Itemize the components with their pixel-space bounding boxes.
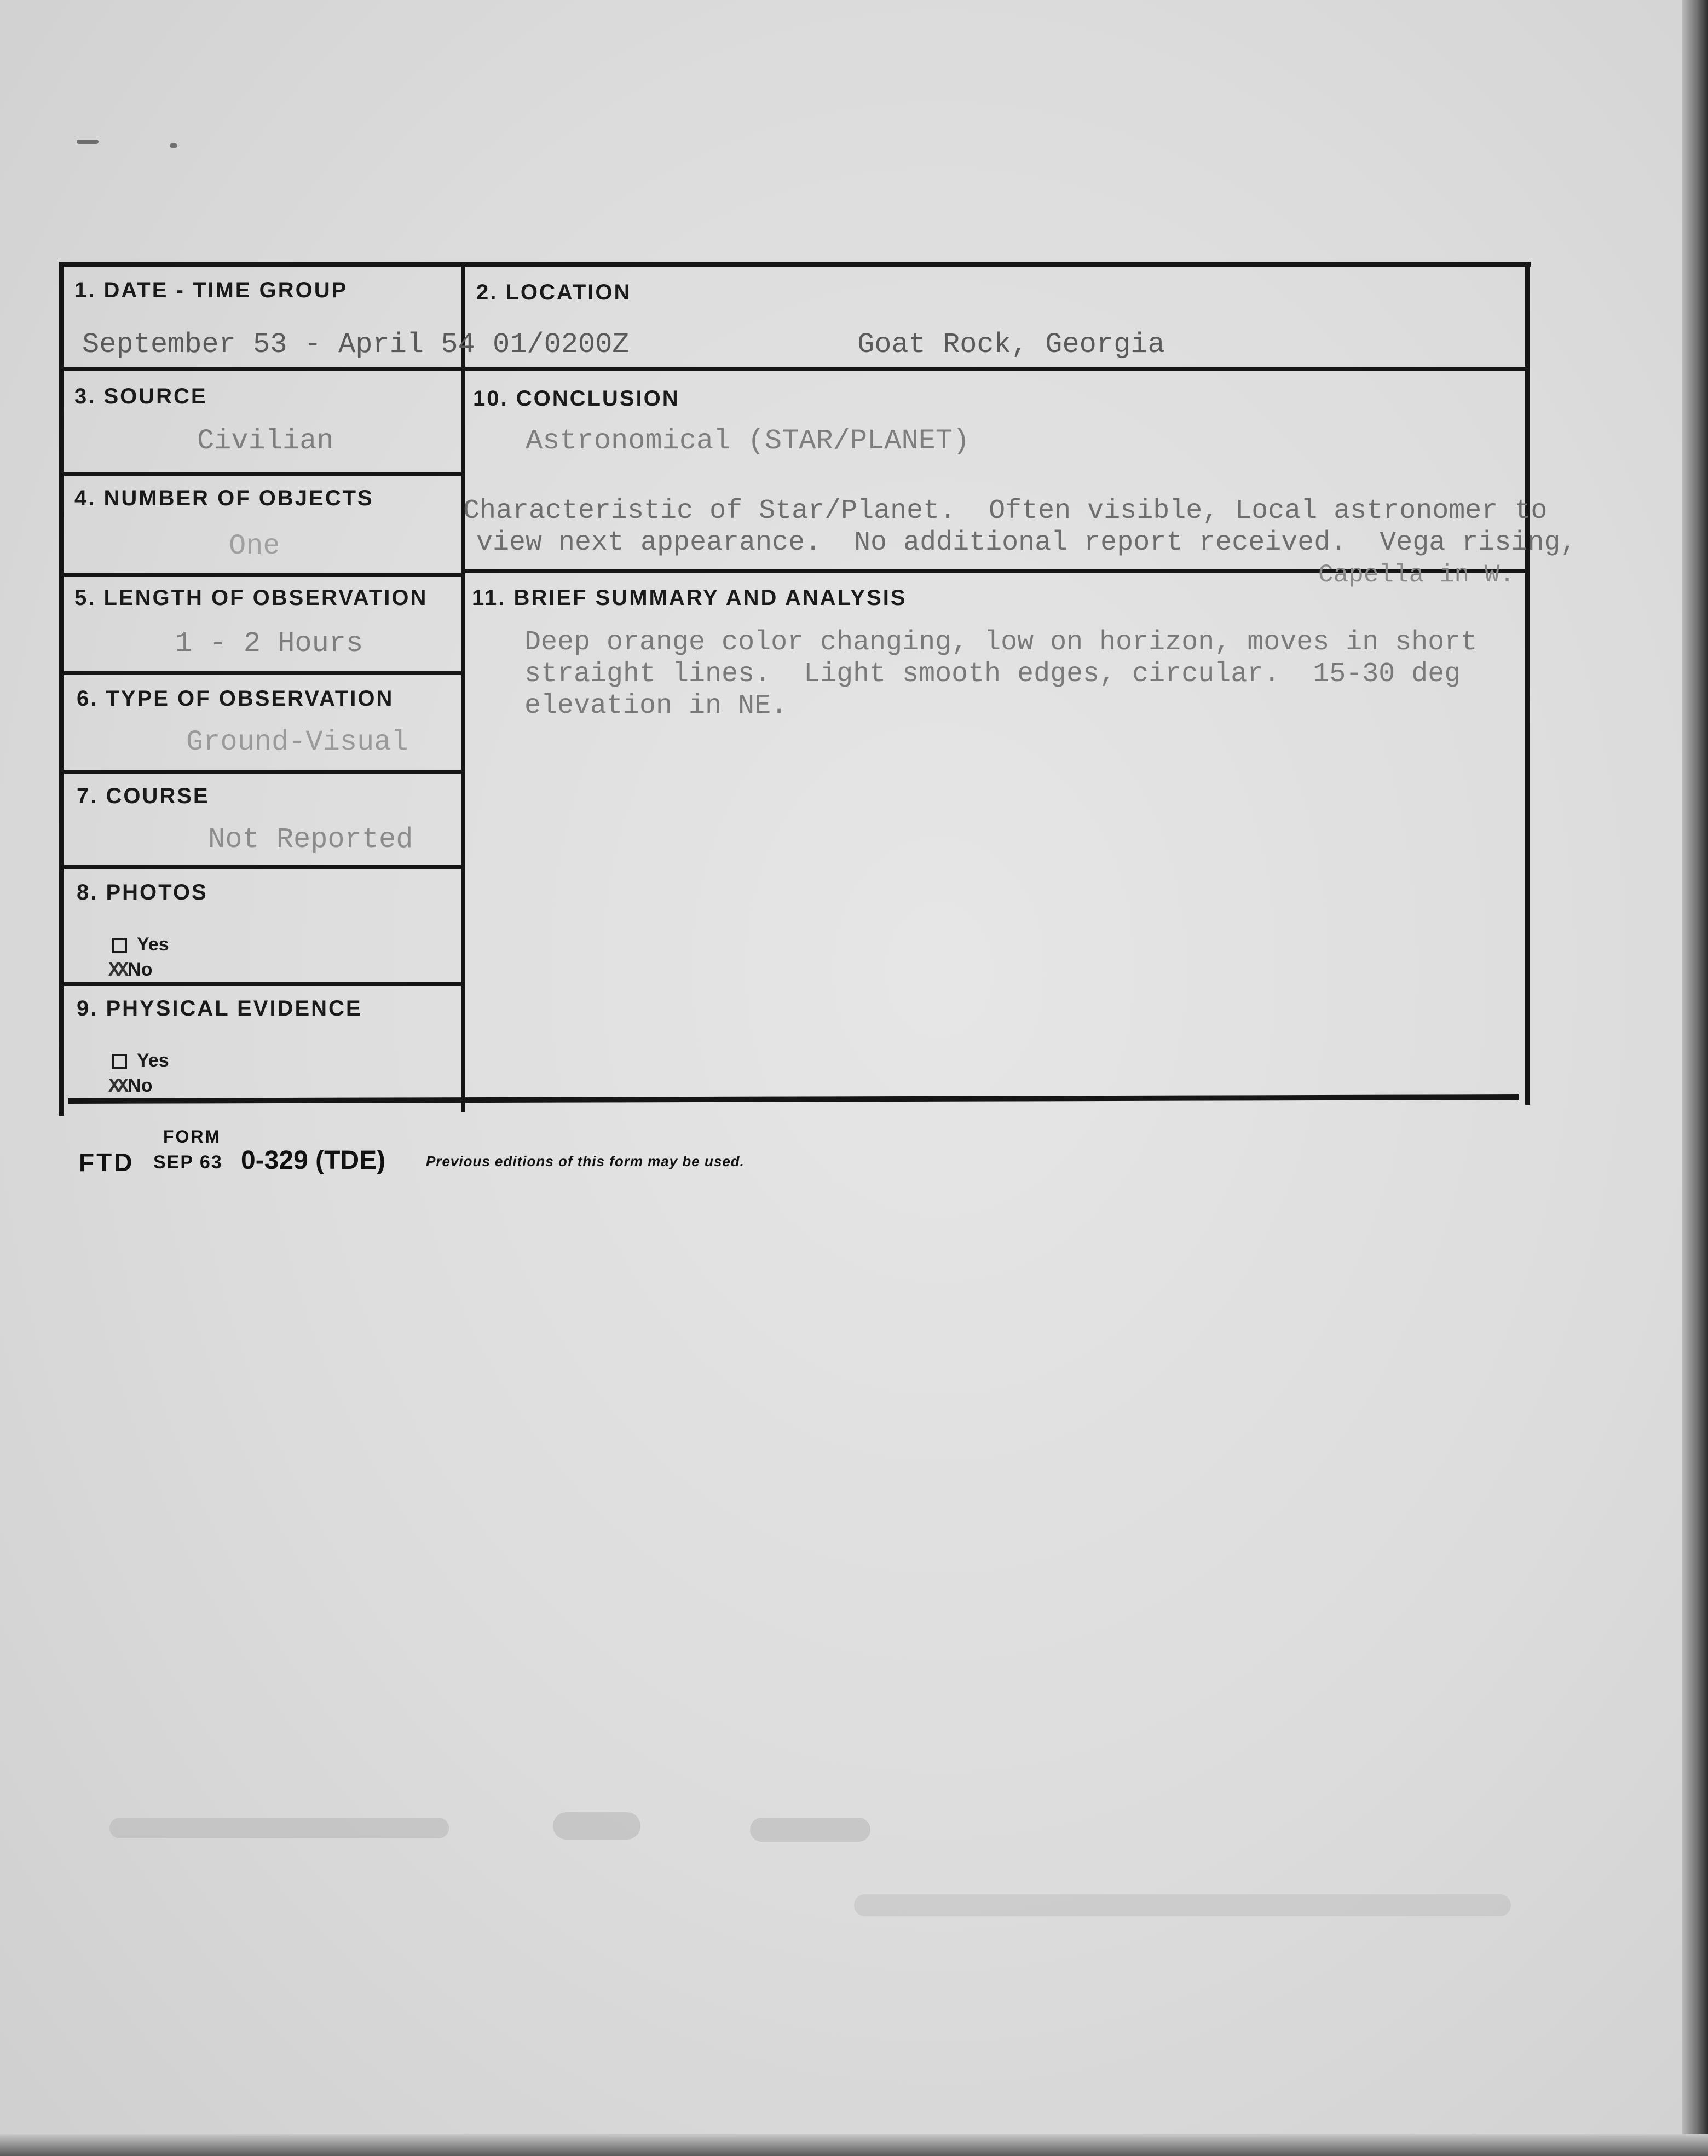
footer-form-number: 0-329 (TDE) <box>241 1146 386 1175</box>
photos-yes-option[interactable] <box>112 934 169 955</box>
footer-date-code: SEP 63 <box>153 1152 223 1173</box>
summary-line-3: elevation in NE. <box>524 690 788 722</box>
physical-evidence-no-typed-mark: XX <box>108 1075 126 1098</box>
form-bottom-border <box>68 1094 1519 1104</box>
checkbox-empty-icon <box>112 938 127 953</box>
source-label: 3. SOURCE <box>74 384 207 408</box>
conclusion-note-line-2: view next appearance. No additional report received. Vega rising, <box>476 527 1577 558</box>
physical-evidence-yes-label: Yes <box>137 1050 169 1071</box>
physical-evidence-no-label: No <box>128 1075 153 1096</box>
brief-summary-label: 11. BRIEF SUMMARY AND ANALYSIS <box>472 586 907 610</box>
physical-evidence-label: 9. PHYSICAL EVIDENCE <box>77 996 362 1021</box>
row-divider <box>59 865 463 869</box>
number-of-objects-label: 4. NUMBER OF OBJECTS <box>74 486 374 510</box>
form-top-border <box>59 262 1531 267</box>
length-of-observation-label: 5. LENGTH OF OBSERVATION <box>74 586 428 610</box>
summary-line-2: straight lines. Light smooth edges, circular. 15-30 deg <box>524 659 1461 690</box>
physical-evidence-no-option[interactable] <box>108 1075 153 1098</box>
footer-agency: FTD <box>79 1148 135 1177</box>
number-of-objects-value: One <box>229 530 280 562</box>
footer-note: Previous editions of this form may be used. <box>426 1153 745 1169</box>
photos-label: 8. PHOTOS <box>77 880 208 904</box>
type-of-observation-value: Ground-Visual <box>186 726 408 758</box>
location-place-value: Goat Rock, Georgia <box>857 328 1165 361</box>
course-label: 7. COURSE <box>77 784 210 808</box>
course-value: Not Reported <box>208 823 413 856</box>
row-divider <box>59 671 463 675</box>
footer-form-word: FORM <box>163 1127 222 1146</box>
row-divider <box>59 367 1527 371</box>
conclusion-value: Astronomical (STAR/PLANET) <box>526 425 970 457</box>
photos-no-label: No <box>128 959 153 980</box>
physical-evidence-yes-option[interactable] <box>112 1050 169 1071</box>
location-label: 2. LOCATION <box>476 280 632 304</box>
summary-line-1: Deep orange color changing, low on horizon, moves in short <box>524 627 1478 658</box>
location-time-value: 01/0200Z <box>493 328 630 361</box>
photos-no-option[interactable] <box>108 959 153 982</box>
row-divider <box>59 472 463 476</box>
form-right-border <box>1525 262 1530 1105</box>
checkbox-empty-icon <box>112 1054 127 1069</box>
row-divider <box>59 770 463 774</box>
source-value: Civilian <box>197 425 334 457</box>
type-of-observation-label: 6. TYPE OF OBSERVATION <box>77 687 394 711</box>
date-time-group-value: September 53 - April 54 <box>82 328 475 361</box>
length-of-observation-value: 1 - 2 Hours <box>175 627 363 660</box>
conclusion-note-line-3: Capella in W. <box>1318 561 1515 589</box>
photos-yes-label: Yes <box>137 934 169 955</box>
row-divider <box>59 982 463 986</box>
row-divider <box>59 573 463 577</box>
form-left-border <box>59 262 64 1116</box>
photos-no-typed-mark: XX <box>108 959 126 982</box>
conclusion-label: 10. CONCLUSION <box>473 387 680 411</box>
conclusion-note-line-1: Characteristic of Star/Planet. Often visible, Local astronomer to <box>463 495 1548 527</box>
date-time-group-label: 1. DATE - TIME GROUP <box>74 278 348 302</box>
